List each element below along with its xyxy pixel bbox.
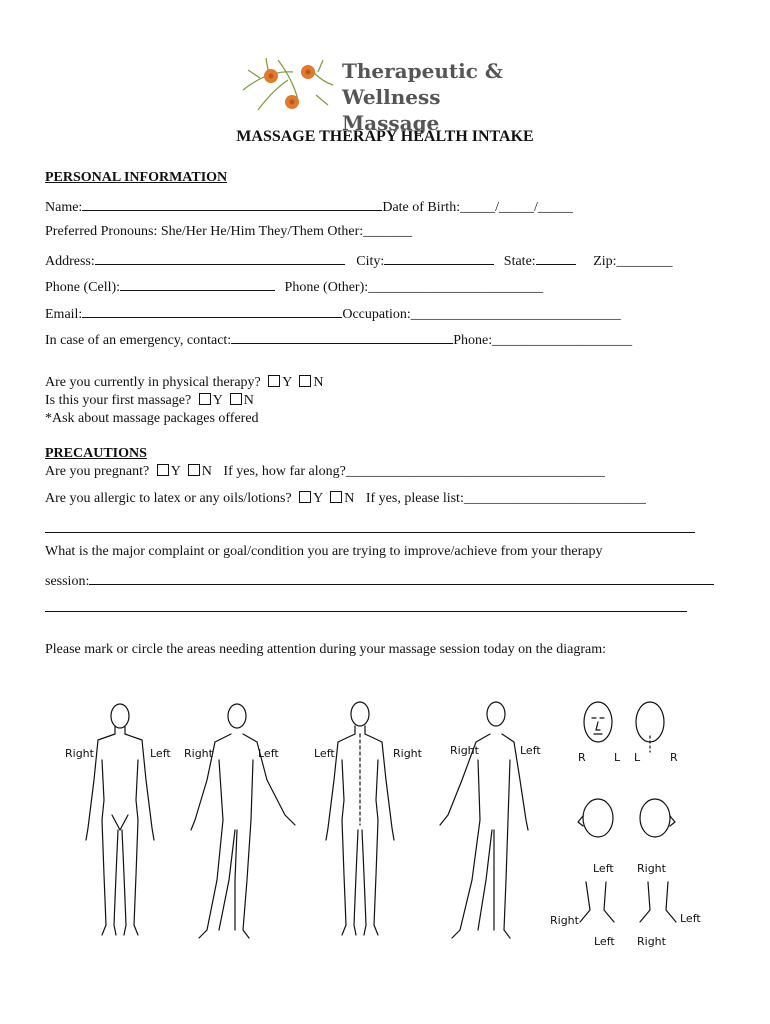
personal-info-heading: PERSONAL INFORMATION <box>45 170 228 185</box>
pt-yes-checkbox[interactable] <box>268 375 280 387</box>
feet-left-label: Left <box>680 912 701 925</box>
back-figure[interactable] <box>326 702 394 935</box>
session-extra-line[interactable] <box>45 611 687 612</box>
diagram-instruction: Please mark or circle the areas needing attention during your massage session today on the diagram: <box>45 642 606 657</box>
packages-note: *Ask about massage packages offered <box>45 411 259 426</box>
logo <box>238 50 538 135</box>
feet-right-label: Right <box>550 914 579 927</box>
pregnant-followup[interactable]: If yes, how far along?_____________________________________ <box>223 464 605 479</box>
head-right-side[interactable] <box>640 799 675 837</box>
precautions-heading: PRECAUTIONS <box>45 446 147 461</box>
logo-line-1: Therapeutic & <box>342 59 503 83</box>
allergy-no-label: N <box>344 491 355 506</box>
allergy-yes-checkbox[interactable] <box>299 491 311 503</box>
head-left-side[interactable] <box>578 799 613 837</box>
pregnant-no-checkbox[interactable] <box>188 464 200 476</box>
name-row <box>45 197 573 216</box>
head-back-r-label: R <box>670 751 678 764</box>
head-back-l-label: L <box>634 751 641 764</box>
first-yes-label: Y <box>212 393 223 408</box>
first-no-label: N <box>243 393 254 408</box>
back-angled-figure[interactable] <box>440 702 528 938</box>
front-right-label: Right <box>65 747 94 760</box>
head-front-r-label: R <box>578 751 586 764</box>
dob-label[interactable]: Date of Birth:_____/_____/_____ <box>382 200 573 215</box>
city-field[interactable] <box>384 251 494 265</box>
city-label: City: <box>356 254 385 269</box>
allergy-extra-line[interactable] <box>45 532 695 533</box>
head-front-l-label: L <box>614 751 621 764</box>
angled-right-label: Right <box>184 747 213 760</box>
pt-yes-label: Y <box>282 375 292 390</box>
state-field[interactable] <box>536 251 576 265</box>
feet-left[interactable] <box>580 882 614 922</box>
feet-bottom-right-label: Right <box>637 935 666 948</box>
email-field[interactable] <box>82 304 342 318</box>
feet-bottom-left-label: Left <box>594 935 615 948</box>
pt-question-text: Are you currently in physical therapy? <box>45 375 261 390</box>
allergy-no-checkbox[interactable] <box>330 491 342 503</box>
logo-line-2: Wellness Massage <box>342 85 441 135</box>
first-yes-checkbox[interactable] <box>199 393 211 405</box>
feet-right[interactable] <box>640 882 676 922</box>
address-row <box>45 251 673 270</box>
emergency-phone-label[interactable]: Phone:____________________ <box>453 333 633 348</box>
logo-flower-icon <box>238 50 338 116</box>
address-field[interactable] <box>95 251 345 265</box>
complaint-question: What is the major complaint or goal/condition you are trying to improve/achieve from your therapy <box>45 544 603 559</box>
pregnant-question <box>45 464 605 480</box>
email-row <box>45 304 621 323</box>
pt-no-label: N <box>313 375 324 390</box>
back-angled-left-label: Left <box>520 744 541 757</box>
name-label: Name: <box>45 200 83 215</box>
session-row <box>45 571 714 590</box>
address-label: Address: <box>45 254 95 269</box>
session-field[interactable] <box>89 571 714 585</box>
emergency-contact-field[interactable] <box>231 330 453 344</box>
allergy-followup[interactable]: If yes, please list:__________________________ <box>365 491 646 506</box>
pregnant-no-label: N <box>201 464 212 479</box>
pt-question <box>45 375 323 391</box>
form-title: MASSAGE THERAPY HEALTH INTAKE <box>236 128 534 145</box>
emergency-label: In case of an emergency, contact: <box>45 333 232 348</box>
pronouns-row[interactable]: Preferred Pronouns: She/Her He/Him They/Them Other:_______ <box>45 224 413 239</box>
back-right-label: Right <box>393 747 422 760</box>
emergency-row <box>45 330 632 349</box>
back-left-label: Left <box>314 747 335 760</box>
pregnant-yes-label: Y <box>170 464 181 479</box>
name-field[interactable] <box>82 197 382 211</box>
back-angled-right-label: Right <box>450 744 479 757</box>
head-front[interactable] <box>584 702 612 742</box>
zip-label[interactable]: Zip:________ <box>593 254 673 269</box>
head-side-right-label: Right <box>637 862 666 875</box>
front-left-label: Left <box>150 747 171 760</box>
email-label: Email: <box>45 307 83 322</box>
session-label: session: <box>45 574 90 589</box>
first-no-checkbox[interactable] <box>230 393 242 405</box>
pregnant-text: Are you pregnant? <box>45 464 150 479</box>
angled-left-label: Left <box>258 747 279 760</box>
state-label: State: <box>503 254 536 269</box>
phone-cell-field[interactable] <box>120 277 275 291</box>
pt-no-checkbox[interactable] <box>299 375 311 387</box>
head-side-left-label: Left <box>593 862 614 875</box>
first-massage-question <box>45 393 254 409</box>
body-diagram[interactable] <box>0 690 770 960</box>
allergy-text: Are you allergic to latex or any oils/lotions? <box>45 491 292 506</box>
front-angled-figure[interactable] <box>191 704 295 938</box>
head-back[interactable] <box>636 702 664 752</box>
phone-row <box>45 277 543 296</box>
front-figure[interactable] <box>86 704 154 935</box>
occupation-label[interactable]: Occupation:______________________________ <box>342 307 621 322</box>
pregnant-yes-checkbox[interactable] <box>157 464 169 476</box>
phone-other-label[interactable]: Phone (Other):_________________________ <box>284 280 544 295</box>
allergy-question <box>45 491 646 507</box>
phone-cell-label: Phone (Cell): <box>45 280 121 295</box>
first-massage-text: Is this your first massage? <box>45 393 192 408</box>
allergy-yes-label: Y <box>313 491 323 506</box>
